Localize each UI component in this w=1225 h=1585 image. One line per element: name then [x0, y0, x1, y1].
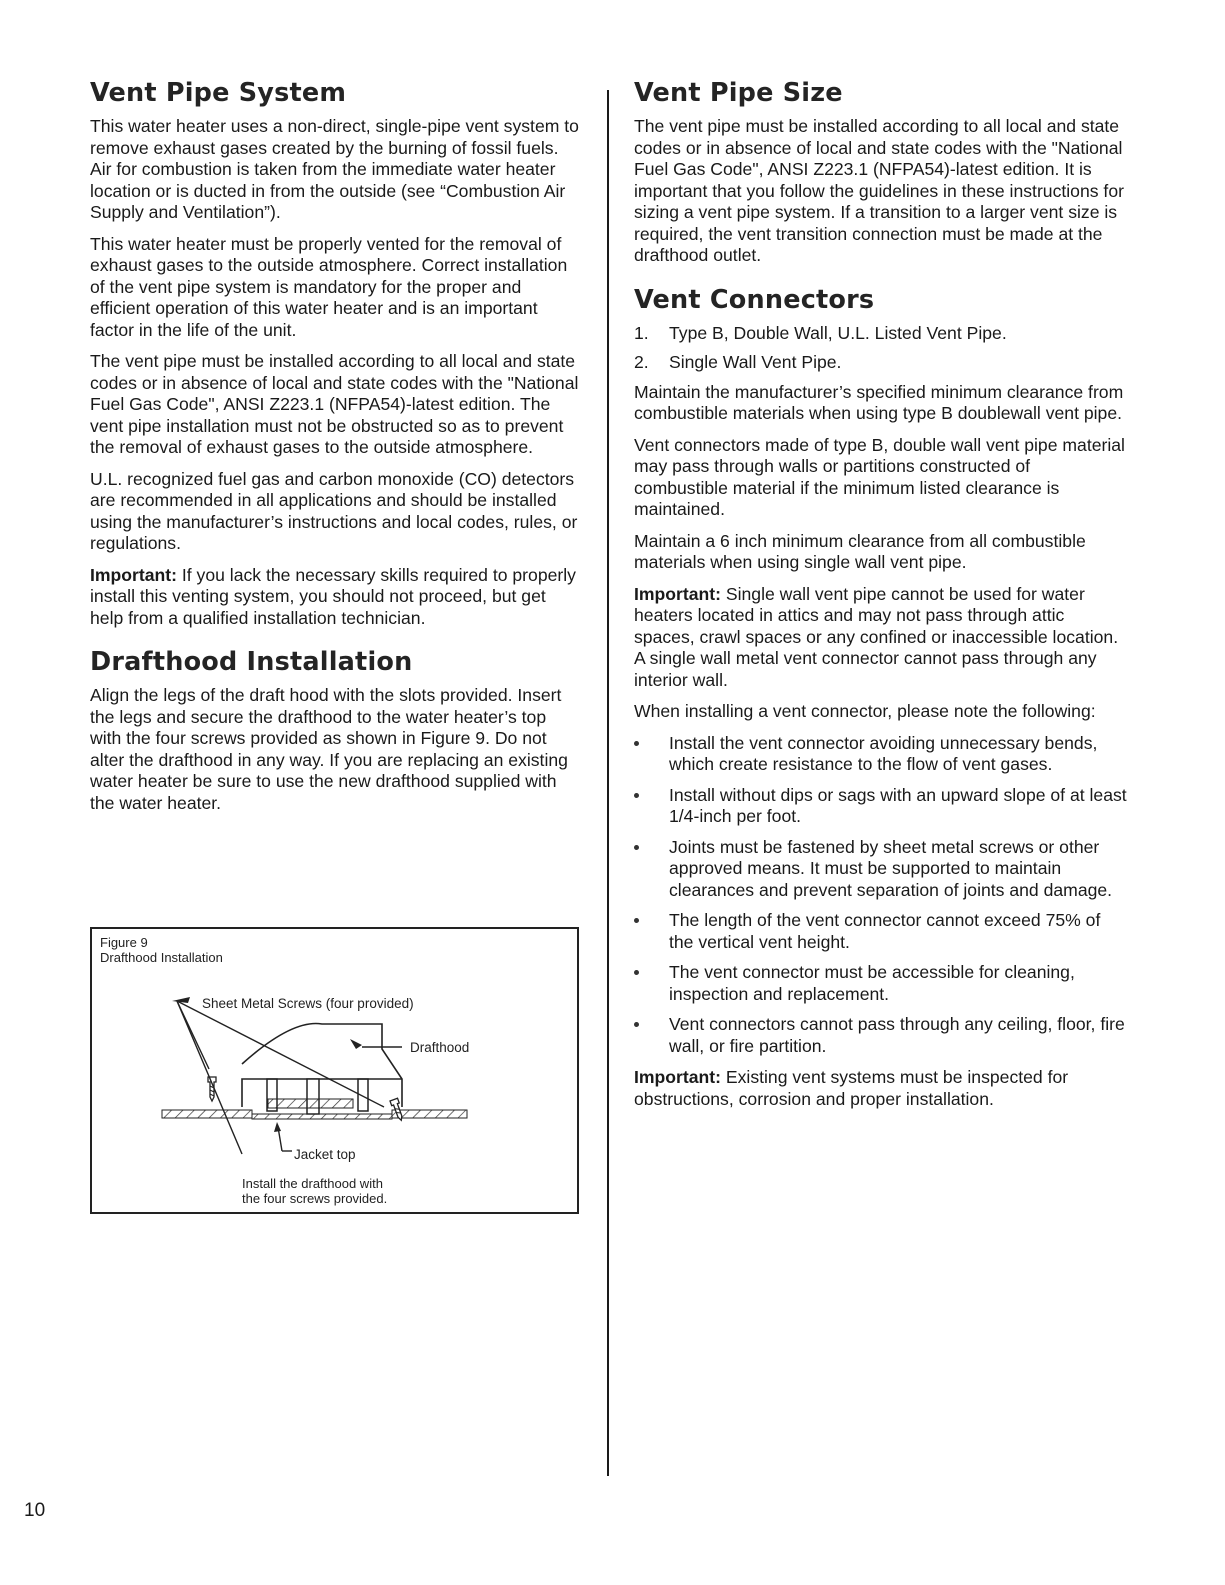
jacket-top-plate-center [252, 1114, 392, 1119]
paragraph: This water heater uses a non-direct, single-pipe vent system to remove exhaust gases created by the burning of fossil fuels. Air for combustion is taken from the immediate water heater location or is ducted in from the outside (see “Combustion Air Supply and Ventilation”). [90, 116, 579, 222]
heading-vent-pipe-system: Vent Pipe System [90, 78, 347, 108]
bullet-icon [634, 837, 669, 902]
important-label: Important: [90, 564, 177, 585]
bullet-icon [634, 1014, 669, 1057]
jacket-top-plate-right [392, 1110, 467, 1118]
important-note [634, 584, 1128, 692]
label-sheet-metal-screws: Sheet Metal Screws (four provided) [202, 996, 414, 1011]
list-item: 1. Type B, Double Wall, U.L. Listed Vent Pipe. [634, 322, 1007, 343]
figure-number: Figure 9 [100, 935, 148, 950]
bullet-icon [634, 910, 669, 953]
list-item: Joints must be fastened by sheet metal screws or other approved means. It must be supported to maintain clearances and prevent separation of joints and damage. [634, 837, 1128, 902]
paragraph: The vent pipe must be installed according to all local and state codes or in absence of local and state codes with the "National Fuel Gas Code", ANSI Z223.1 (NFPA54)-latest edition. The vent pipe installation must not be obstructed so as to prevent the removal of exhaust gases to the outside atmosphere. [90, 351, 579, 457]
arrow-jacket [274, 1122, 281, 1132]
right-column [634, 78, 1128, 1120]
jacket-top-plate-left [162, 1110, 252, 1118]
column-divider [607, 90, 609, 1476]
important-note [634, 1067, 1128, 1110]
label-jacket-top: Jacket top [294, 1147, 356, 1162]
heading-drafthood-installation: Drafthood Installation [90, 647, 413, 677]
drafthood-bracket [268, 1099, 353, 1108]
vent-types-list [634, 323, 1128, 374]
list-item: Vent connectors cannot pass through any ceiling, floor, fire wall, or fire partition. [634, 1014, 1128, 1057]
paragraph: Align the legs of the draft hood with the slots provided. Insert the legs and secure the drafthood to the water heater’s top with the four screws provided as shown in Figure 9. Do not alter the drafthood in any way. If you are replacing an existing water heater be sure to use the new drafthood supplied with the water heater. [90, 685, 568, 813]
paragraph: Vent connectors made of type B, double wall vent pipe material may pass through walls or partitions constructed of combustible material if the minimum listed clearance is maintained. [634, 434, 1125, 519]
figure-note-line: the four screws provided. [242, 1191, 388, 1206]
list-item: Install the vent connector avoiding unnecessary bends, which create resistance to the flow of vent gases. [634, 733, 1128, 776]
heading-vent-pipe-size: Vent Pipe Size [634, 78, 843, 108]
drafthood-diagram [92, 929, 577, 1212]
list-item: Install without dips or sags with an upward slope of at least 1/4-inch per foot. [634, 785, 1128, 828]
heading-vent-connectors: Vent Connectors [634, 284, 875, 315]
left-column [90, 78, 582, 824]
arrow-drafthood [350, 1039, 362, 1049]
paragraph: U.L. recognized fuel gas and carbon monoxide (CO) detectors are recommended in all applications and should be installed using the manufacturer’s instructions and local codes, rules, or regulations. [90, 468, 578, 553]
label-drafthood: Drafthood [410, 1040, 470, 1055]
paragraph: Maintain a 6 inch minimum clearance from all combustible materials when using single wall vent pipe. [634, 530, 1086, 572]
bullet-icon [634, 785, 669, 828]
important-text: If you lack the necessary skills required to properly install this venting system, you should not proceed, but get help from a qualified installation technician. [90, 564, 576, 628]
paragraph: Maintain the manufacturer’s specified minimum clearance from combustible materials when using type B doublewall vent pipe. [634, 381, 1124, 423]
arrow-screws [172, 997, 190, 1003]
figure-title: Drafthood Installation [100, 950, 223, 965]
paragraph: When installing a vent connector, please note the following: [634, 701, 1096, 721]
paragraph: The vent pipe must be installed according to all local and state codes or in absence of local and state codes with the "National Fuel Gas Code", ANSI Z223.1 (NFPA54)-latest edition. It is important that you follow the guidelines in these instructions for sizing a vent pipe system. If a transition to a larger vent size is required, the vent transition connection must be made at the drafthood outlet. [634, 116, 1124, 265]
important-label: Important: [634, 1067, 721, 1087]
bullet-icon [634, 962, 669, 1005]
important-text: Existing vent systems must be inspected for obstructions, corrosion and proper installation. [634, 1067, 1069, 1109]
drafthood-leg-center [307, 1079, 319, 1114]
figure-note [242, 1176, 387, 1206]
leader-screws-right [177, 1001, 384, 1107]
bullet-icon [634, 733, 669, 776]
figure-note-line: Install the drafthood with [242, 1176, 383, 1191]
page-number: 10 [24, 1500, 46, 1521]
paragraph: This water heater must be properly vented for the removal of exhaust gases to the outside atmosphere. Correct installation of the vent pipe system is mandatory for the proper and efficient operation of this water heater and is an important factor in the life of the unit. [90, 233, 568, 340]
list-item: The vent connector must be accessible for cleaning, inspection and replacement. [634, 962, 1128, 1005]
important-text: Single wall vent pipe cannot be used for water heaters located in attics and may not pass through attic spaces, crawl spaces or any confined or inaccessible location. A single wall metal vent connector cannot pass through any interior wall. [634, 583, 1119, 690]
important-note [90, 565, 582, 630]
important-label: Important: [634, 583, 721, 604]
drafthood-dome [242, 1024, 402, 1108]
vent-connector-notes-list [634, 733, 1128, 1058]
list-item: The length of the vent connector cannot exceed 75% of the vertical vent height. [634, 910, 1128, 953]
figure-9 [90, 927, 579, 1214]
leader-screws-down [177, 1001, 242, 1154]
list-item: 2. Single Wall Vent Pipe. [634, 352, 842, 372]
